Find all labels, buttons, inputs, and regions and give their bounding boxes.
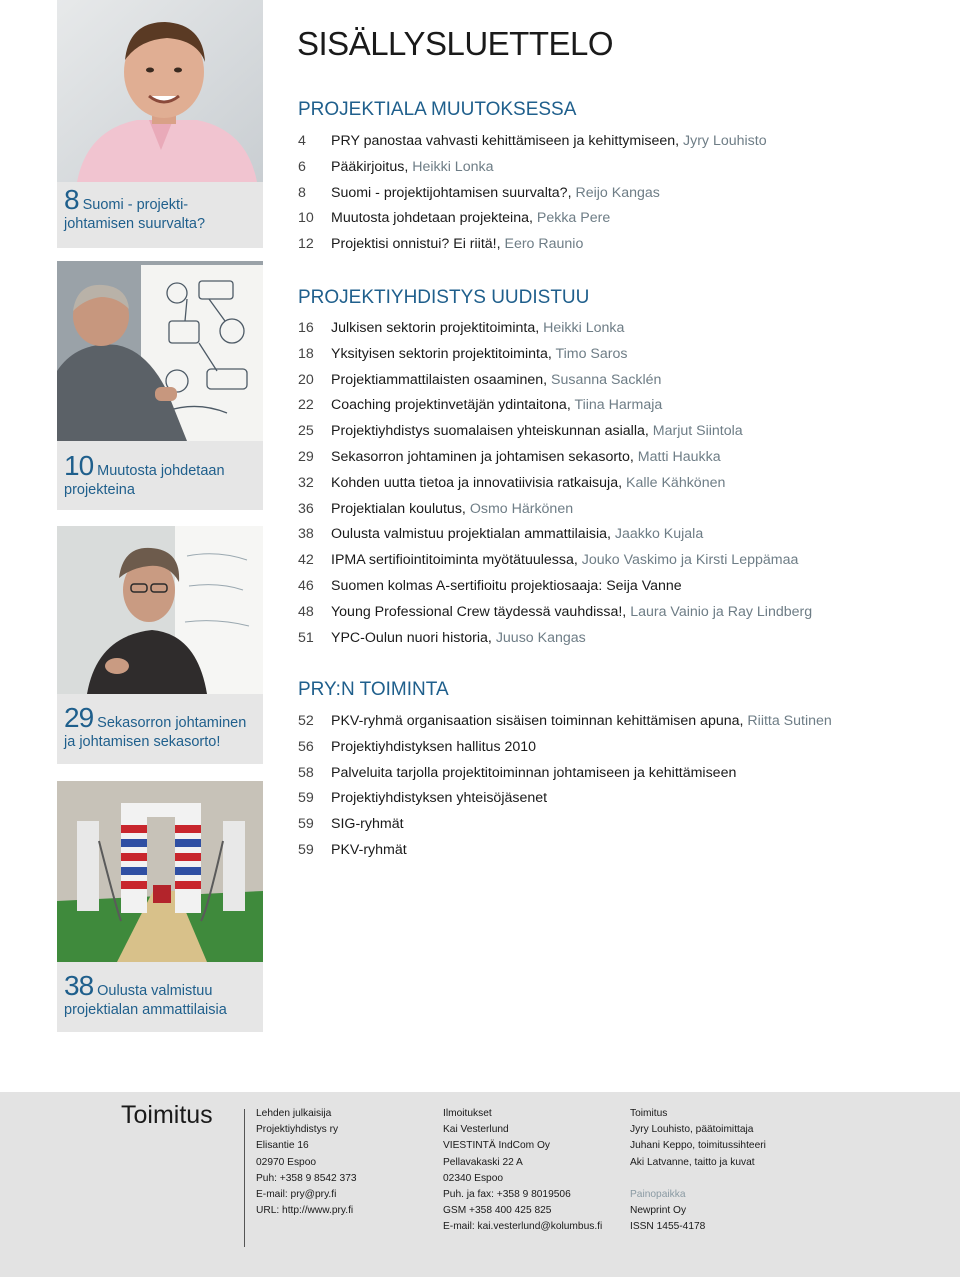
- toc-entry[interactable]: [298, 600, 938, 626]
- feature-page-number: 29: [64, 702, 94, 733]
- toc-page-number: 32: [298, 474, 314, 491]
- toc-title: Suomen kolmas A-sertifioitu projektiosaaja: Seija Vanne: [331, 577, 682, 594]
- feature-title: Sekasorron johtaminen ja johtamisen sekasorto!: [64, 715, 247, 750]
- toc-page-number: 6: [298, 158, 306, 175]
- publisher-url[interactable]: URL: http://www.pry.fi: [256, 1205, 354, 1217]
- toc-entry[interactable]: [298, 812, 938, 838]
- toc-entry[interactable]: [298, 393, 938, 419]
- section-title-1: PROJEKTIALA MUUTOKSESSA: [298, 99, 577, 120]
- toc-page-number: 59: [298, 790, 314, 807]
- editorial-secretary: Juhani Keppo, toimitussihteeri: [630, 1140, 766, 1152]
- toc-page-number: 42: [298, 552, 314, 569]
- toc-title: Oulusta valmistuu projektialan ammattilaisia,: [331, 526, 611, 543]
- toc-author: Tiina Harmaja: [574, 397, 663, 414]
- ads-contact: Kai Vesterlund: [443, 1124, 509, 1136]
- toc-list-3: [298, 709, 938, 864]
- toc-author: Pekka Pere: [536, 210, 611, 227]
- toc-title: Sekasorron johtaminen ja johtamisen sekasorto,: [331, 448, 634, 465]
- toc-title: Projektiyhdistys suomalaisen yhteiskunnan asialla,: [331, 423, 649, 440]
- toc-author: Jouko Vaskimo ja Kirsti Leppämaa: [581, 552, 799, 569]
- toc-title: Pääkirjoitus,: [331, 158, 409, 175]
- toc-title: Projektisi onnistui? Ei riitä!,: [331, 236, 501, 253]
- toc-entry[interactable]: [298, 497, 938, 523]
- publisher-phone: Puh: +358 9 8542 373: [256, 1172, 357, 1184]
- feature-tile-3[interactable]: [57, 526, 263, 764]
- toc-author: Timo Saros: [555, 345, 628, 362]
- editorial-column: [630, 1106, 766, 1236]
- toc-page-number: 36: [298, 500, 314, 517]
- toc-entry[interactable]: [298, 232, 938, 258]
- feature-caption-2: [57, 441, 263, 510]
- toc-entry[interactable]: [298, 471, 938, 497]
- whiteboard-photo: [57, 526, 263, 694]
- toc-entry[interactable]: [298, 181, 938, 207]
- section-title-3: PRY:N TOIMINTA: [298, 679, 449, 700]
- toc-list-1: [298, 129, 938, 258]
- toc-entry[interactable]: [298, 838, 938, 864]
- ads-gsm: GSM +358 400 425 825: [443, 1205, 552, 1217]
- toc-author: Osmo Härkönen: [469, 500, 574, 517]
- toc-page-number: 12: [298, 236, 314, 253]
- toc-title: Julkisen sektorin projektitoiminta,: [331, 320, 540, 336]
- toc-author: Jaakko Kujala: [614, 526, 704, 543]
- publisher-column: [256, 1106, 357, 1219]
- toc-author: Reijo Kangas: [575, 184, 660, 201]
- toc-author: Marjut Siintola: [652, 423, 743, 440]
- toc-author: Matti Haukka: [637, 448, 721, 465]
- toc-title: Young Professional Crew täydessä vauhdissa!,: [331, 603, 627, 620]
- feature-caption-1: [57, 182, 263, 248]
- toc-page-number: 8: [298, 184, 306, 201]
- lego-bridge-photo: [57, 781, 263, 962]
- toc-entry[interactable]: [298, 445, 938, 471]
- toc-author: Heikki Lonka: [543, 320, 625, 336]
- editorial-heading: Toimitus: [630, 1108, 668, 1119]
- toc-page-number: 18: [298, 345, 314, 362]
- feature-tile-4[interactable]: [57, 781, 263, 1032]
- page-title: SISÄLLYSLUETTELO: [297, 25, 614, 62]
- toc-entry[interactable]: [298, 368, 938, 394]
- toc-author: Heikki Lonka: [412, 158, 494, 175]
- toc-title: Muutosta johdetaan projekteina,: [331, 210, 533, 227]
- toc-title: Yksityisen sektorin projektitoiminta,: [331, 345, 552, 362]
- toc-title: PKV-ryhmät: [331, 841, 407, 858]
- masthead-title: Toimitus: [121, 1101, 213, 1129]
- ads-email[interactable]: E-mail: kai.vesterlund@kolumbus.fi: [443, 1221, 603, 1233]
- toc-page-number: 52: [298, 713, 314, 729]
- toc-author: Susanna Sacklén: [551, 371, 662, 388]
- toc-title: Projektiyhdistyksen yhteisöjäsenet: [331, 790, 548, 807]
- toc-entry[interactable]: [298, 129, 938, 155]
- feature-page-number: 38: [64, 970, 94, 1001]
- masthead-footer: [0, 1092, 960, 1277]
- section-title-2: PROJEKTIYHDISTYS UUDISTUU: [298, 287, 590, 308]
- toc-page-number: 46: [298, 577, 314, 594]
- toc-page-number: 4: [298, 133, 306, 149]
- toc-entry[interactable]: [298, 574, 938, 600]
- toc-page-number: 48: [298, 603, 314, 620]
- toc-entry[interactable]: [298, 761, 938, 787]
- layout-photos: Aki Latvanne, taitto ja kuvat: [630, 1156, 755, 1168]
- toc-page-number: 56: [298, 738, 314, 755]
- toc-page-number: 59: [298, 816, 314, 833]
- feature-tile-1[interactable]: [57, 0, 263, 248]
- printer-name: Newprint Oy: [630, 1205, 687, 1217]
- toc-title: SIG-ryhmät: [331, 816, 404, 833]
- ads-street: Pellavakaski 22 A: [443, 1156, 523, 1168]
- toc-author: Juuso Kangas: [495, 629, 586, 646]
- toc-title: Kohden uutta tietoa ja innovatiivisia ratkaisuja,: [331, 474, 623, 491]
- feature-page-number: 8: [64, 184, 79, 215]
- toc-entry[interactable]: [298, 522, 938, 548]
- toc-entry[interactable]: [298, 419, 938, 445]
- toc-page-number: 58: [298, 764, 314, 781]
- toc-entry[interactable]: [298, 206, 938, 232]
- toc-entry[interactable]: [298, 786, 938, 812]
- toc-title: YPC-Oulun nuori historia,: [331, 629, 492, 646]
- publisher-street: Elisantie 16: [256, 1140, 309, 1152]
- toc-entry[interactable]: [298, 548, 938, 574]
- publisher-name: Projektiyhdistys ry: [256, 1124, 339, 1136]
- toc-entry[interactable]: [298, 342, 938, 368]
- feature-title: Oulusta valmistuu projektialan ammattilaisia: [64, 983, 227, 1018]
- toc-title: Projektiyhdistyksen hallitus 2010: [331, 738, 537, 755]
- toc-title: Coaching projektinvetäjän ydintaitona,: [331, 397, 571, 414]
- issn: ISSN 1455-4178: [630, 1221, 706, 1233]
- toc-page-number: 59: [298, 841, 314, 858]
- portrait-photo-1: [57, 0, 263, 182]
- toc-entry[interactable]: [298, 735, 938, 761]
- feature-tile-2[interactable]: [57, 261, 263, 510]
- publisher-city: 02970 Espoo: [256, 1156, 317, 1168]
- feature-title: Suomi - projekti-johtamisen suurvalta?: [64, 197, 206, 232]
- toc-page-number: 10: [298, 210, 314, 227]
- toc-title: Suomi - projektijohtamisen suurvalta?,: [331, 184, 572, 201]
- ads-column: [443, 1106, 602, 1236]
- toc-list-2: [298, 316, 938, 651]
- toc-author: Eero Raunio: [504, 236, 584, 253]
- toc-page-number: 22: [298, 397, 314, 414]
- toc-page-number: 20: [298, 371, 314, 388]
- masthead-divider: [244, 1109, 245, 1247]
- toc-title: PKV-ryhmä organisaation sisäisen toiminnan kehittämisen apuna,: [331, 713, 744, 729]
- toc-entry[interactable]: [298, 316, 938, 342]
- flipchart-photo: [57, 261, 263, 441]
- toc-author: Jyry Louhisto: [683, 133, 767, 149]
- print-heading: Painopaikka: [630, 1189, 686, 1200]
- ads-company: VIESTINTÄ IndCom Oy: [443, 1140, 550, 1152]
- toc-entry[interactable]: [298, 709, 938, 735]
- toc-title: IPMA sertifiointitoiminta myötätuulessa,: [331, 552, 578, 569]
- toc-author: Riitta Sutinen: [747, 713, 832, 729]
- toc-page-number: 29: [298, 448, 314, 465]
- toc-page-number: 51: [298, 629, 314, 646]
- toc-title: Projektialan koulutus,: [331, 500, 466, 517]
- toc-page-number: 16: [298, 320, 314, 336]
- editor-in-chief: Jyry Louhisto, päätoimittaja: [630, 1124, 754, 1136]
- ads-phone: Puh. ja fax: +358 9 8019506: [443, 1189, 571, 1201]
- toc-author: Kalle Kähkönen: [625, 474, 726, 491]
- publisher-heading: Lehden julkaisija: [256, 1108, 332, 1119]
- toc-entry[interactable]: [298, 155, 938, 181]
- ads-city: 02340 Espoo: [443, 1172, 504, 1184]
- ads-heading: Ilmoitukset: [443, 1108, 492, 1119]
- toc-page-number: 25: [298, 423, 314, 440]
- toc-page-number: 38: [298, 526, 314, 543]
- publisher-email[interactable]: E-mail: pry@pry.fi: [256, 1189, 337, 1201]
- toc-entry[interactable]: [298, 626, 938, 652]
- feature-title: Muutosta johdetaan projekteina: [64, 463, 225, 498]
- feature-page-number: 10: [64, 450, 94, 481]
- feature-caption-3: [57, 694, 263, 764]
- toc-title: PRY panostaa vahvasti kehittämiseen ja kehittymiseen,: [331, 133, 680, 149]
- toc-title: Projektiammattilaisten osaaminen,: [331, 371, 548, 388]
- toc-title: Palveluita tarjolla projektitoiminnan johtamiseen ja kehittämiseen: [331, 764, 737, 781]
- feature-caption-4: [57, 962, 263, 1032]
- toc-author: Laura Vainio ja Ray Lindberg: [630, 603, 813, 620]
